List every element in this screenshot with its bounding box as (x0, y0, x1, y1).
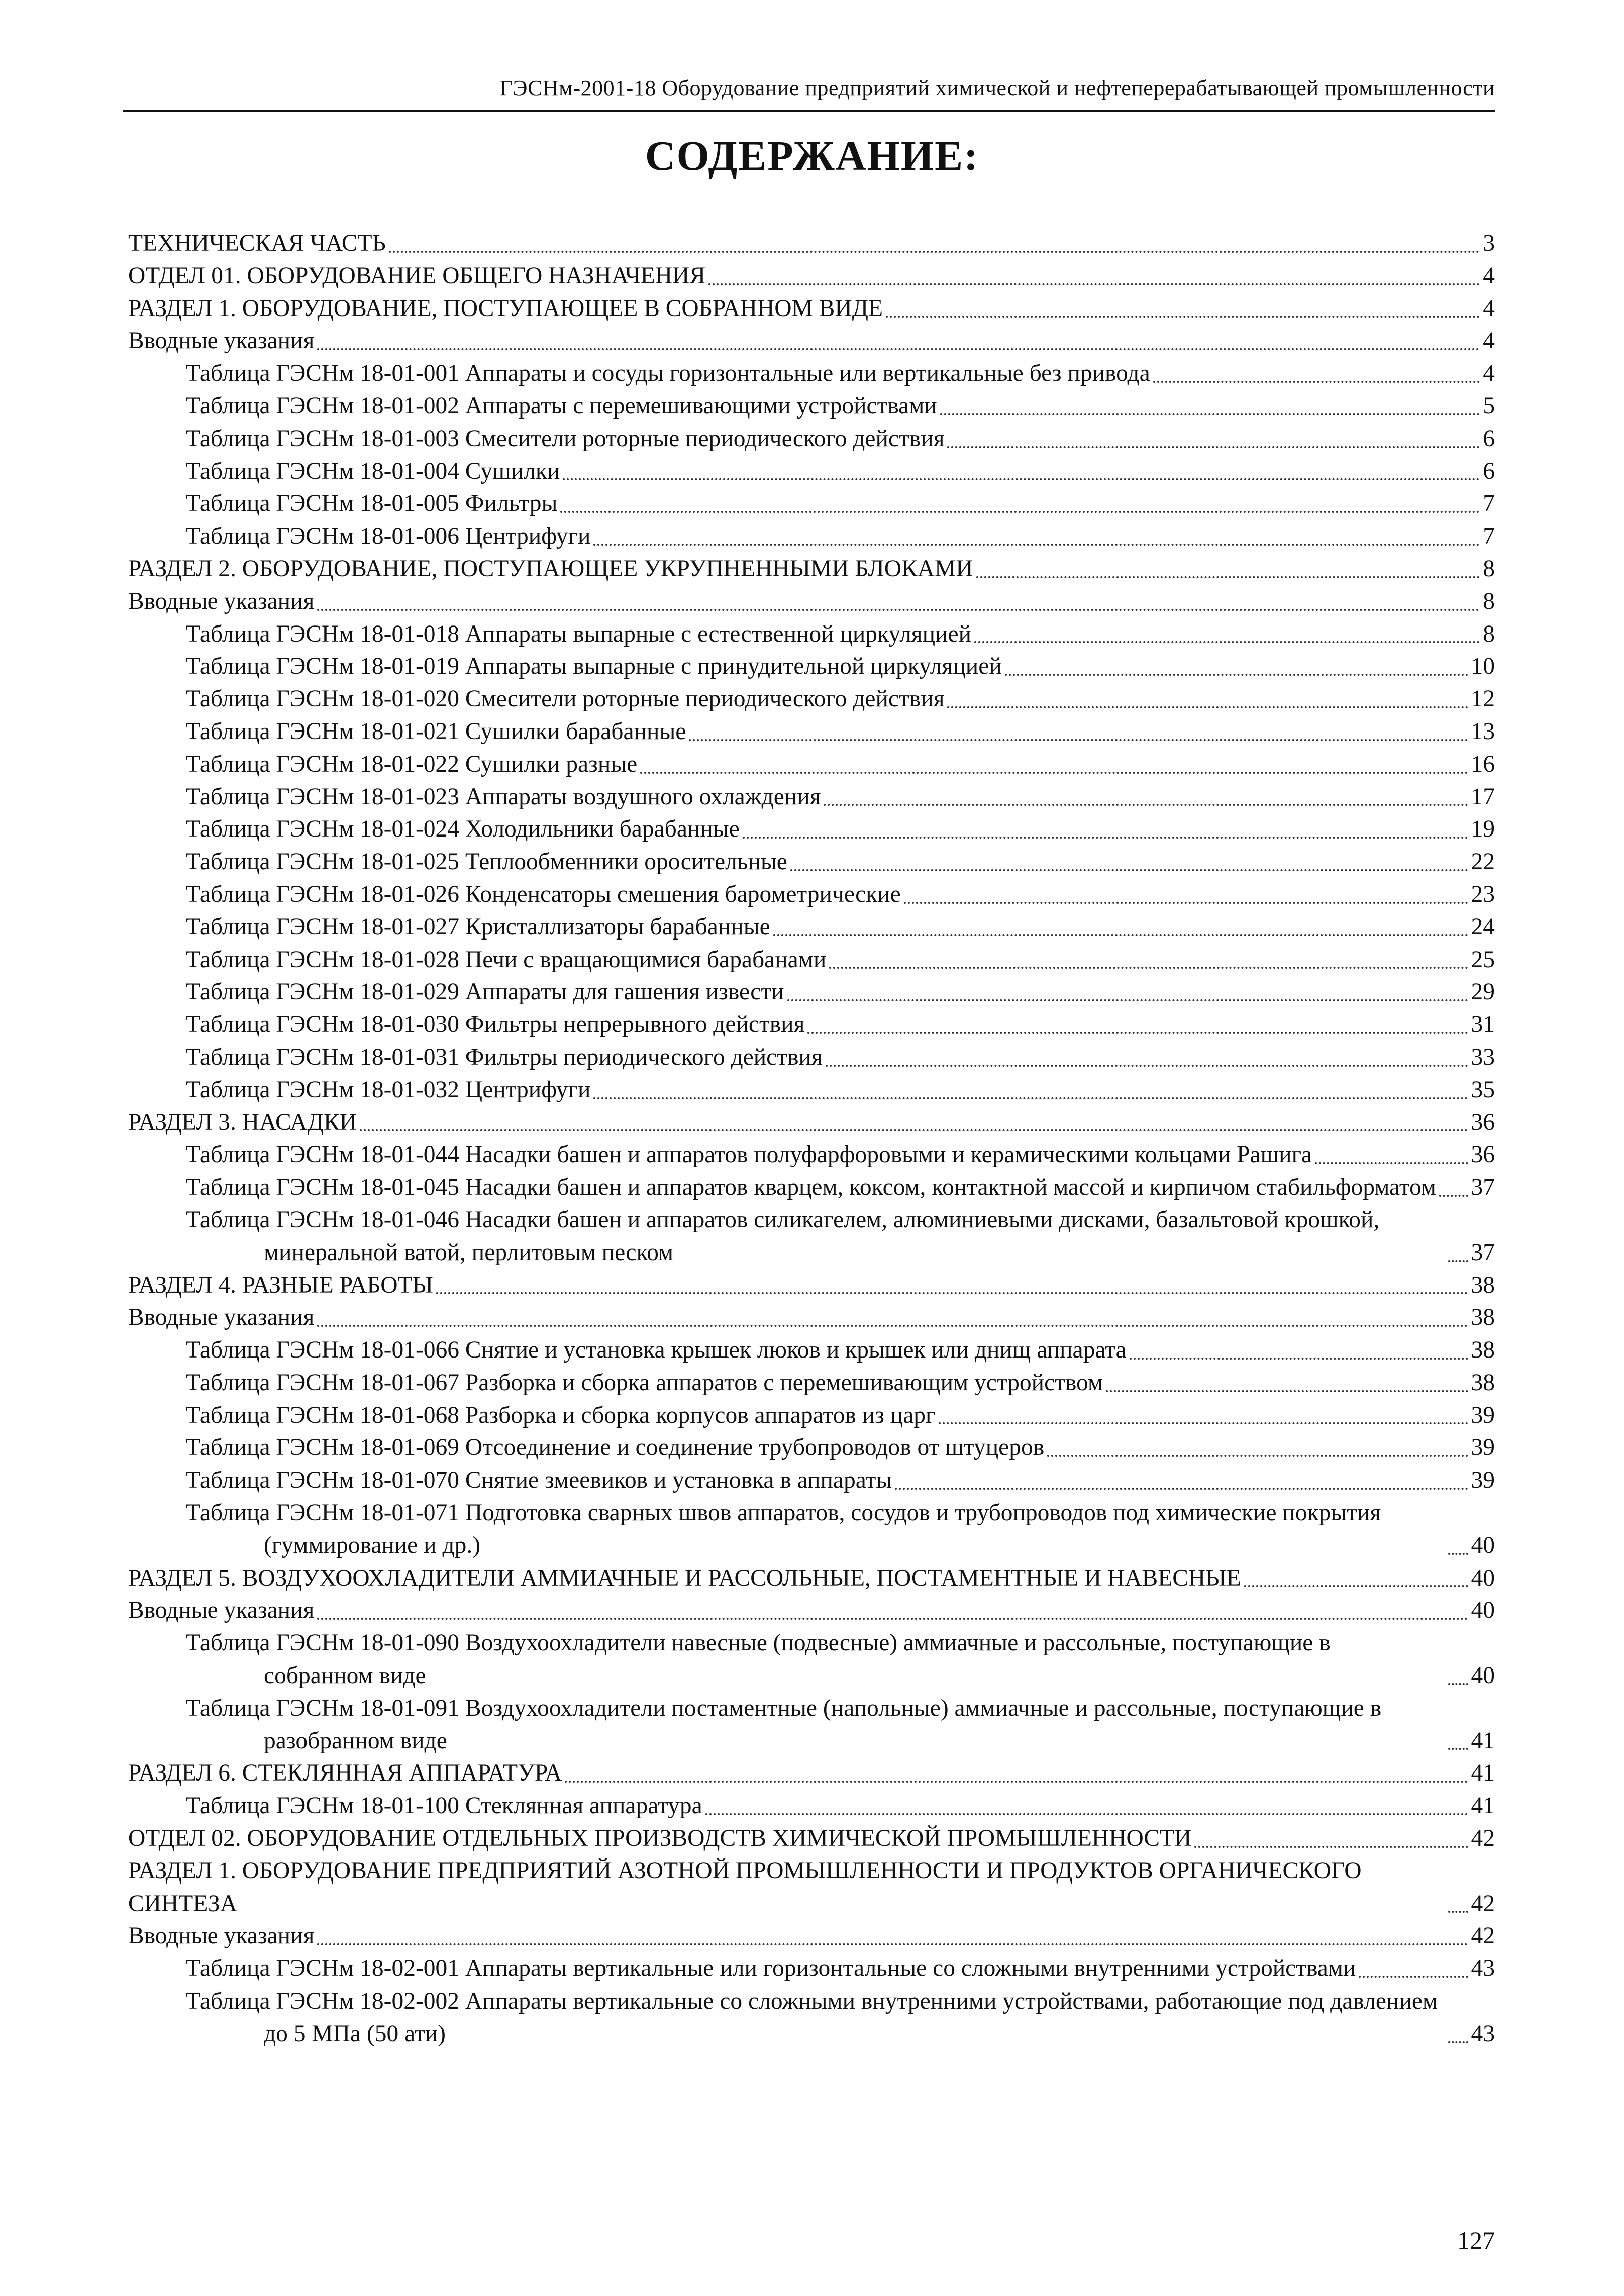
dot-leader (826, 1065, 1468, 1067)
toc-table-entry[interactable] (128, 683, 1495, 715)
toc-entry-title: ТЕХНИЧЕСКАЯ ЧАСТЬ (128, 230, 386, 256)
toc-entry-page: 33 (1471, 1043, 1495, 1070)
toc-entry-page: 37 (1471, 1239, 1495, 1266)
toc-entry-title: Таблица ГЭСНм 18-01-001 Аппараты и сосуды горизонтальные или вертикальные без привода (186, 360, 1150, 387)
dot-leader (1047, 1455, 1468, 1457)
toc-entry-title: Таблица ГЭСНм 18-01-032 Центрифуги (186, 1076, 591, 1103)
toc-table-entry[interactable] (128, 390, 1495, 423)
toc-entry-title: РАЗДЕЛ 5. ВОЗДУХООХЛАДИТЕЛИ АММИАЧНЫЕ И РАССОЛЬНЫЕ, ПОСТАМЕНТНЫЕ И НАВЕСНЫЕ (128, 1564, 1241, 1591)
toc-section-entry[interactable] (128, 1855, 1495, 1920)
toc-table-entry[interactable] (128, 878, 1495, 911)
toc-entry-page: 7 (1483, 490, 1495, 517)
toc-entry-title: Таблица ГЭСНм 18-01-021 Сушилки барабанные (186, 718, 686, 745)
toc-table-entry[interactable] (128, 781, 1495, 813)
dot-leader (593, 1097, 1468, 1099)
toc-entry-page: 35 (1471, 1076, 1495, 1103)
toc-entry-title: РАЗДЕЛ 1. ОБОРУДОВАНИЕ, ПОСТУПАЮЩЕЕ В СОБРАННОМ ВИДЕ (128, 295, 883, 322)
toc-entry-title: Таблица ГЭСНм 18-01-030 Фильтры непрерывного действия (186, 1011, 805, 1038)
toc-table-entry[interactable] (128, 944, 1495, 976)
toc-table-entry[interactable] (128, 813, 1495, 846)
dot-leader (317, 1618, 1468, 1620)
toc-entry-title: Таблица ГЭСНм 18-01-002 Аппараты с перемешивающими устройствами (186, 392, 937, 419)
toc-entry-title: Таблица ГЭСНм 18-01-027 Кристаллизаторы барабанные (186, 913, 770, 940)
toc-table-entry[interactable] (128, 1985, 1495, 2050)
toc-section-entry[interactable] (128, 1301, 1495, 1334)
toc-section-entry[interactable] (128, 1594, 1495, 1627)
toc-entry-page: 4 (1483, 328, 1495, 354)
dot-leader (317, 609, 1480, 611)
toc-entry-title: РАЗДЕЛ 1. ОБОРУДОВАНИЕ ПРЕДПРИЯТИЙ АЗОТНОЙ ПРОМЫШЛЕННОСТИ И ПРОДУКТОВ ОРГАНИЧЕСКОГО СИНТЕЗА (128, 1857, 1362, 1917)
toc-entry-title: РАЗДЕЛ 6. СТЕКЛЯННАЯ АППАРАТУРА (128, 1760, 562, 1787)
dot-leader (947, 706, 1468, 708)
toc-entry-page: 42 (1471, 1923, 1495, 1949)
dot-leader (1315, 1162, 1468, 1164)
toc-entry-title: Таблица ГЭСНм 18-01-003 Смесители роторные периодического действия (186, 425, 945, 452)
toc-entry-page: 16 (1471, 751, 1495, 777)
toc-entry-page: 19 (1471, 816, 1495, 843)
toc-entry-title: ОТДЕЛ 02. ОБОРУДОВАНИЕ ОТДЕЛЬНЫХ ПРОИЗВОДСТВ ХИМИЧЕСКОЙ ПРОМЫШЛЕННОСТИ (128, 1825, 1192, 1852)
dot-leader (317, 348, 1480, 350)
dot-leader (1448, 1683, 1468, 1685)
toc-entry-title: Таблица ГЭСНм 18-01-023 Аппараты воздушного охлаждения (186, 783, 821, 810)
toc-entry-title: Таблица ГЭСНм 18-01-019 Аппараты выпарные с принудительной циркуляцией (186, 653, 1002, 680)
toc-section-entry[interactable] (128, 1106, 1495, 1139)
toc-entry-title: Таблица ГЭСНм 18-01-031 Фильтры периодического действия (186, 1043, 823, 1070)
toc-entry-page: 38 (1471, 1272, 1495, 1298)
dot-leader (1244, 1585, 1468, 1587)
dot-leader (976, 576, 1480, 578)
toc-section-entry[interactable] (128, 553, 1495, 585)
dot-leader (1448, 1260, 1468, 1262)
toc-entry-page: 38 (1471, 1369, 1495, 1396)
toc-entry-page: 4 (1483, 360, 1495, 387)
dot-leader (940, 413, 1480, 415)
toc-entry-page: 17 (1471, 783, 1495, 810)
toc-section-entry[interactable] (128, 325, 1495, 357)
dot-leader (1448, 1748, 1468, 1750)
toc-entry-page: 38 (1471, 1304, 1495, 1331)
toc-entry-page: 6 (1483, 425, 1495, 452)
dot-leader (689, 739, 1468, 741)
toc-entry-title: Таблица ГЭСНм 18-01-068 Разборка и сборка корпусов аппаратов из царг (186, 1402, 936, 1428)
toc-entry-title: Таблица ГЭСНм 18-01-018 Аппараты выпарные с естественной циркуляцией (186, 620, 972, 647)
toc-table-entry[interactable] (128, 1008, 1495, 1041)
dot-leader (1153, 381, 1480, 383)
dot-leader (708, 283, 1480, 285)
toc-entry-page: 24 (1471, 913, 1495, 940)
toc-table-entry[interactable] (128, 520, 1495, 553)
dot-leader (1448, 2041, 1468, 2043)
toc-entry-page: 3 (1483, 230, 1495, 256)
toc-entry-page: 41 (1471, 1727, 1495, 1754)
toc-entry-title: Таблица ГЭСНм 18-01-046 Насадки башен и аппаратов силикагелем, алюминиевыми дисками, базальтовой крошкой, минеральной ватой, перлитовым песком (186, 1206, 1380, 1266)
toc-section-entry[interactable] (128, 1822, 1495, 1855)
toc-entry-page: 39 (1471, 1402, 1495, 1428)
dot-leader (1448, 1553, 1468, 1555)
toc-section-entry[interactable] (128, 1757, 1495, 1790)
toc-entry-title: Таблица ГЭСНм 18-01-022 Сушилки разные (186, 751, 638, 777)
dot-leader (317, 1943, 1468, 1945)
toc-table-entry[interactable] (128, 1367, 1495, 1399)
toc-entry-page: 39 (1471, 1434, 1495, 1461)
toc-entry-title: Таблица ГЭСНм 18-01-025 Теплообменники оросительные (186, 849, 787, 875)
toc-section-entry[interactable] (128, 585, 1495, 618)
dot-leader (593, 544, 1480, 546)
dot-leader (787, 999, 1468, 1001)
toc-table-entry[interactable] (128, 1627, 1495, 1692)
dot-leader (560, 511, 1480, 513)
dot-leader (389, 251, 1480, 253)
toc-entry-page: 5 (1483, 392, 1495, 419)
toc-entry-page: 8 (1483, 620, 1495, 647)
toc-table-entry[interactable] (128, 357, 1495, 390)
dot-leader (904, 902, 1468, 904)
toc-entry-title: Таблица ГЭСНм 18-01-004 Сушилки (186, 458, 560, 484)
dot-leader (974, 641, 1480, 643)
toc-table-entry[interactable] (128, 1138, 1495, 1171)
toc-table-entry[interactable] (128, 1790, 1495, 1822)
dot-leader (829, 967, 1468, 969)
dot-leader (1130, 1358, 1468, 1360)
toc-table-entry[interactable] (128, 1334, 1495, 1367)
dot-leader (1359, 1976, 1468, 1978)
toc-section-entry[interactable] (128, 260, 1495, 292)
toc-entry-page: 23 (1471, 881, 1495, 907)
dot-leader (807, 1032, 1468, 1034)
toc-table-entry[interactable] (128, 618, 1495, 651)
toc-entry-page: 22 (1471, 849, 1495, 875)
toc-entry-title: Таблица ГЭСНм 18-01-070 Снятие змеевиков и установка в аппараты (186, 1467, 892, 1494)
table-of-contents (128, 227, 1495, 2050)
toc-entry-title: РАЗДЕЛ 2. ОБОРУДОВАНИЕ, ПОСТУПАЮЩЕЕ УКРУПНЕННЫМИ БЛОКАМИ (128, 555, 973, 582)
toc-entry-title: Таблица ГЭСНм 18-01-006 Центрифуги (186, 523, 591, 550)
toc-table-entry[interactable] (128, 1171, 1495, 1204)
toc-entry-page: 42 (1471, 1825, 1495, 1852)
toc-entry-page: 29 (1471, 979, 1495, 1005)
toc-table-entry[interactable] (128, 1692, 1495, 1757)
dot-leader (1448, 1911, 1468, 1913)
toc-entry-page: 41 (1471, 1793, 1495, 1819)
page-number: 127 (1457, 2226, 1495, 2254)
toc-table-entry[interactable] (128, 1464, 1495, 1497)
toc-entry-title: Таблица ГЭСНм 18-01-044 Насадки башен и аппаратов полуфарфоровыми и керамическими кольцами Рашига (186, 1141, 1312, 1168)
toc-table-entry[interactable] (128, 911, 1495, 944)
toc-entry-title: Таблица ГЭСНм 18-01-071 Подготовка сварных швов аппаратов, сосудов и трубопроводов под химические покрытия (гуммирование и др.) (186, 1500, 1381, 1558)
toc-entry-page: 8 (1483, 588, 1495, 614)
dot-leader (824, 804, 1468, 806)
dot-leader (790, 869, 1468, 871)
toc-entry-title: Таблица ГЭСНм 18-01-069 Отсоединение и соединение трубопроводов от штуцеров (186, 1434, 1045, 1461)
toc-entry-page: 40 (1471, 1532, 1495, 1558)
toc-table-entry[interactable] (128, 487, 1495, 520)
toc-entry-page: 40 (1471, 1564, 1495, 1591)
toc-entry-page: 41 (1471, 1760, 1495, 1787)
toc-entry-page: 12 (1471, 686, 1495, 712)
toc-section-entry[interactable] (128, 1920, 1495, 1952)
dot-leader (360, 1129, 1468, 1131)
toc-entry-page: 4 (1483, 262, 1495, 289)
toc-table-entry[interactable] (128, 455, 1495, 488)
toc-entry-page: 4 (1483, 295, 1495, 322)
dot-leader (1005, 674, 1468, 676)
toc-entry-title: Таблица ГЭСНм 18-01-020 Смесители роторные периодического действия (186, 686, 945, 712)
toc-entry-page: 42 (1471, 1890, 1495, 1917)
toc-entry-page: 7 (1483, 523, 1495, 550)
toc-entry-title: Таблица ГЭСНм 18-01-066 Снятие и установка крышек люков и крышек или днищ аппарата (186, 1337, 1127, 1364)
dot-leader (565, 1781, 1468, 1783)
toc-entry-title: Вводные указания (128, 1597, 315, 1624)
dot-leader (743, 837, 1468, 839)
toc-entry-title: Таблица ГЭСНм 18-01-067 Разборка и сборка аппаратов с перемешивающим устройством (186, 1369, 1103, 1396)
toc-entry-page: 39 (1471, 1467, 1495, 1494)
toc-entry-title: Таблица ГЭСНм 18-02-002 Аппараты вертикальные со сложными внутренними устройствами, работающие под давлением до 5 МПа (50 ати) (186, 1988, 1438, 2047)
toc-table-entry[interactable] (128, 1204, 1495, 1269)
dot-leader (317, 1325, 1468, 1327)
toc-entry-title: Вводные указания (128, 1304, 315, 1331)
toc-entry-title: Таблица ГЭСНм 18-01-029 Аппараты для гашения извести (186, 979, 784, 1005)
toc-entry-page: 13 (1471, 718, 1495, 745)
toc-table-entry[interactable] (128, 1431, 1495, 1464)
toc-entry-page: 6 (1483, 458, 1495, 484)
dot-leader (705, 1813, 1468, 1815)
toc-table-entry[interactable] (128, 1399, 1495, 1432)
toc-entry-title: РАЗДЕЛ 4. РАЗНЫЕ РАБОТЫ (128, 1272, 433, 1298)
toc-entry-title: Таблица ГЭСНм 18-01-024 Холодильники барабанные (186, 816, 740, 843)
toc-entry-page: 31 (1471, 1011, 1495, 1038)
toc-entry-title: РАЗДЕЛ 3. НАСАДКИ (128, 1109, 357, 1135)
toc-entry-page: 43 (1471, 1955, 1495, 1982)
toc-entry-page: 40 (1471, 1662, 1495, 1689)
toc-entry-title: Таблица ГЭСНм 18-02-001 Аппараты вертикальные или горизонтальные со сложными внутренними устройствами (186, 1955, 1356, 1982)
dot-leader (563, 478, 1480, 480)
toc-entry-page: 40 (1471, 1597, 1495, 1624)
toc-table-entry[interactable] (128, 1952, 1495, 1985)
toc-entry-page: 25 (1471, 946, 1495, 973)
toc-entry-title: Таблица ГЭСНм 18-01-005 Фильтры (186, 490, 558, 517)
toc-table-entry[interactable] (128, 1041, 1495, 1074)
dot-leader (947, 446, 1480, 448)
dot-leader (939, 1422, 1468, 1424)
toc-entry-page: 36 (1471, 1109, 1495, 1135)
toc-table-entry[interactable] (128, 846, 1495, 878)
dot-leader (1106, 1390, 1468, 1392)
toc-entry-title: Таблица ГЭСНм 18-01-026 Конденсаторы смешения барометрические (186, 881, 901, 907)
dot-leader (773, 934, 1468, 936)
toc-table-entry[interactable] (128, 976, 1495, 1008)
toc-entry-title: Вводные указания (128, 588, 315, 614)
toc-entry-title: Таблица ГЭСНм 18-01-091 Воздухоохладители постаментные (напольные) аммиачные и рассольные, поступающие в разобранном виде (186, 1695, 1382, 1754)
toc-table-entry[interactable] (128, 650, 1495, 683)
toc-entry-title: ОТДЕЛ 01. ОБОРУДОВАНИЕ ОБЩЕГО НАЗНАЧЕНИЯ (128, 262, 706, 289)
toc-section-entry[interactable] (128, 1562, 1495, 1595)
dot-leader (1194, 1846, 1468, 1848)
header-rule (123, 110, 1495, 112)
toc-entry-title: Таблица ГЭСНм 18-01-090 Воздухоохладители навесные (подвесные) аммиачные и рассольные, поступающие в собранном виде (186, 1630, 1331, 1689)
toc-entry-title: Таблица ГЭСНм 18-01-100 Стеклянная аппаратура (186, 1793, 702, 1819)
toc-entry-page: 36 (1471, 1141, 1495, 1168)
dot-leader (1439, 1195, 1468, 1197)
toc-table-entry[interactable] (128, 715, 1495, 748)
toc-entry-page: 10 (1471, 653, 1495, 680)
toc-entry-title: Вводные указания (128, 1923, 315, 1949)
toc-section-entry[interactable] (128, 227, 1495, 260)
toc-entry-page: 8 (1483, 555, 1495, 582)
toc-table-entry[interactable] (128, 1497, 1495, 1562)
running-header: ГЭСНм-2001-18 Оборудование предприятий химической и нефтеперерабатывающей промышленности (499, 76, 1495, 100)
page-title: СОДЕРЖАНИЕ: (645, 133, 979, 179)
toc-section-entry[interactable] (128, 1269, 1495, 1302)
toc-entry-page: 43 (1471, 2020, 1495, 2047)
toc-table-entry[interactable] (128, 748, 1495, 781)
dot-leader (640, 772, 1468, 774)
toc-table-entry[interactable] (128, 423, 1495, 455)
toc-entry-title: Таблица ГЭСНм 18-01-028 Печи с вращающимися барабанами (186, 946, 827, 973)
dot-leader (436, 1292, 1468, 1294)
toc-table-entry[interactable] (128, 1074, 1495, 1106)
toc-entry-page: 38 (1471, 1337, 1495, 1364)
toc-entry-page: 37 (1471, 1174, 1495, 1201)
toc-entry-title: Вводные указания (128, 328, 315, 354)
dot-leader (886, 316, 1480, 318)
toc-section-entry[interactable] (128, 292, 1495, 325)
dot-leader (895, 1488, 1468, 1490)
toc-entry-title: Таблица ГЭСНм 18-01-045 Насадки башен и аппаратов кварцем, коксом, контактной массой и кирпичом стабильформатом (186, 1174, 1436, 1201)
